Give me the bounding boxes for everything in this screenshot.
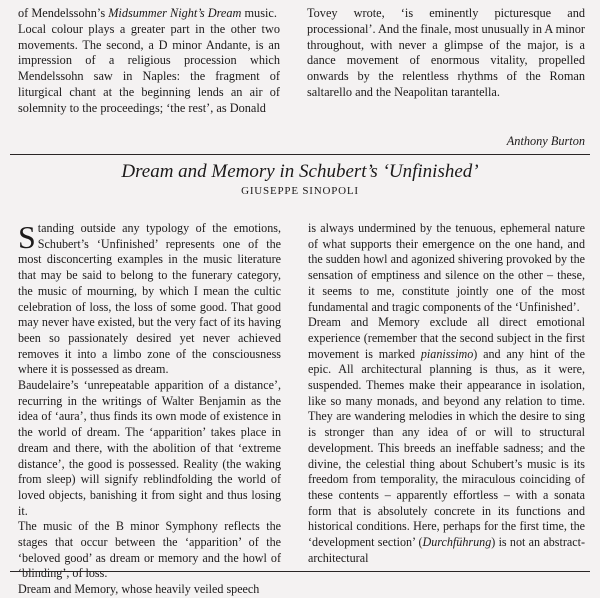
text-run: ) and any hint of the epic. All architectural planning is thus, as it were, suspended. Themes make their appearance in isolation, like so many monads, and beyond any relation to time. They are wandering melodies in which the desire to sing is stronger than any idea of or will to structural development. This breeds an ineffable sadness; and the divine, the celestial thing about Schubert’s music is its freedom from temporality, the miraculous coinciding of these contents – apparently effortless – with a sonata form that is absolutely concrete in its functions and historical conditions. Here, perhaps for the first time, the ‘development section’ ( — [308, 346, 586, 550]
text-run: Dream and Memory exclude all direct emotional experience (remember that the second subject in the first movement is marked — [308, 315, 585, 361]
article-byline: GIUSEPPE SINOPOLI — [241, 185, 359, 197]
italic-text: pianissimo — [420, 346, 474, 361]
paragraph — [18, 519, 281, 582]
text-run: music. — [241, 6, 277, 20]
paragraph — [18, 6, 280, 22]
paragraph — [18, 378, 281, 519]
author-credit: Anthony Burton — [506, 134, 585, 148]
text-run: ) is not an abstract-architectural — [308, 535, 585, 565]
text-run: Local colour plays a greater part in the other two movements. The second, a D minor Andante, is an impression of a religious procession which Mendelssohn saw in Naples: the fragment of liturgical chant at the beginning lends an air of solemnity to the proceedings; ‘the rest’, as Donald — [18, 21, 280, 115]
article-left-paragraphs — [18, 221, 281, 598]
divider-rule-top — [10, 154, 590, 155]
paragraph — [308, 221, 585, 315]
text-run: Baudelaire’s ‘unrepeatable apparition of a distance’, recurring in the writings of Walter Benjamin as the idea of ‘aura’, thus finds its own mode of existence in the world of dream. The ‘apparition’ takes place in dream and there, with the abolition of that ‘extreme distance’, the good is possessed. Reality (the waking from sleep) will signify reblindfolding the world of loved objects, banishing it from sight and thus losing it. — [18, 378, 281, 518]
italic-text: Midsummer Night’s Dream — [108, 6, 242, 20]
paragraph — [308, 315, 585, 566]
divider-rule-bottom — [10, 571, 590, 572]
text-run: Tovey wrote, ‘is eminently picturesque and processional’. And the finale, most unusually in A minor throughout, with never a glimpse of the major, is a dance movement of enormous vitality, propelled onwards by the relentless rhythms of the Roman saltarello and the Neapolitan tarantella. — [307, 6, 586, 99]
paragraph — [307, 6, 585, 101]
article-right-column — [308, 221, 585, 566]
paragraph — [18, 221, 281, 378]
author-wrap — [307, 134, 585, 150]
article-left-column — [18, 221, 281, 598]
text-run: of Mendelssohn’s — [18, 6, 109, 20]
article-title: Dream and Memory in Schubert’s ‘Unfinished’ — [121, 161, 479, 182]
italic-text: Durchführung — [422, 535, 492, 550]
previous-article-left-column — [18, 6, 280, 117]
previous-article-right-column — [307, 6, 585, 101]
text-run: tanding outside any typology of the emotions, Schubert’s ‘Unfinished’ represents one of the most disconcerting examples in the music literature that may be said to belong to the funerary category, the music of mourning, by which I mean the cultic celebration of loss, the loss of some good. That good may never have existed, but the very fact of its having been so passionately desired yet never achieved removes it into a limbo zone of the consciousness where it is possessed as dream. — [18, 221, 281, 377]
text-run: is always undermined by the tenuous, ephemeral nature of what supports their emergence on the one hand, and the sudden howl and agonized shivering provoked by the sensation of emptiness and silence on the other – these, it seems to me, constitute jointly one of the most fundamental and tragic components of the ‘Unfinished’. — [308, 221, 585, 314]
drop-cap: S — [18, 219, 36, 255]
text-run: Dream and Memory, whose heavily veiled speech — [18, 582, 260, 597]
paragraph — [18, 22, 280, 117]
text-run: The music of the B minor Symphony reflects the stages that occur between the ‘apparition’ of the ‘beloved good’ as dream or memory and the howl of ‘blinding’, of loss. — [18, 519, 281, 581]
paragraph — [18, 582, 281, 598]
